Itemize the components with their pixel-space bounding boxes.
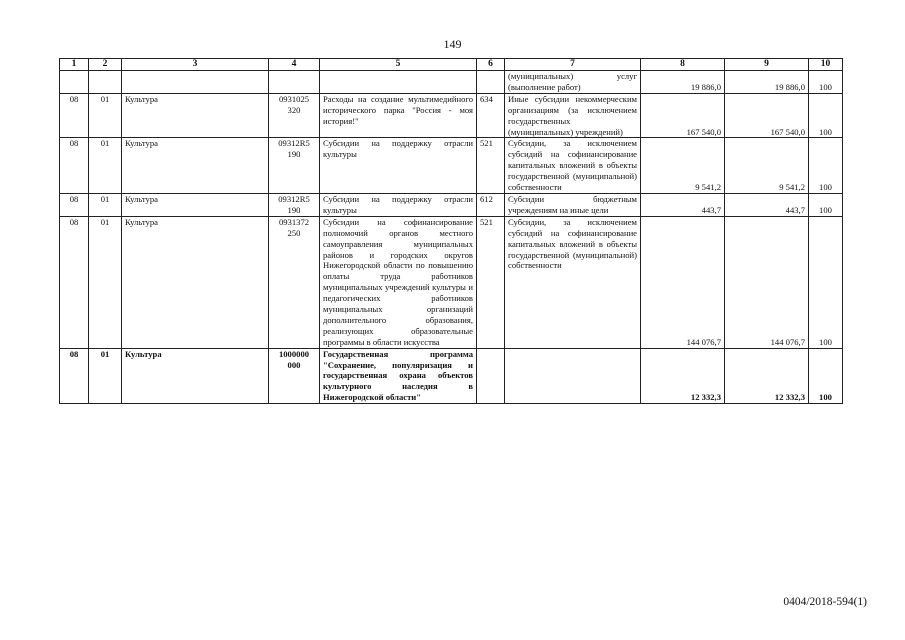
- header-cell: 3: [122, 59, 269, 71]
- table-body: [60, 93, 843, 403]
- cell-section: 08: [60, 93, 89, 138]
- cell-type-code: 612: [477, 193, 505, 216]
- cell-type-code: [477, 71, 505, 94]
- cell-amount2: 144 076,7: [725, 216, 809, 348]
- header-cell: 5: [320, 59, 477, 71]
- cell-type-code: 521: [477, 216, 505, 348]
- header-row: [60, 59, 843, 71]
- header-cell: 1: [60, 59, 89, 71]
- cell-name: [122, 71, 269, 94]
- header-cell: 4: [269, 59, 320, 71]
- cell-amount: 9 541,2: [641, 138, 725, 194]
- table-row: [60, 193, 843, 216]
- header-cell: 7: [505, 59, 641, 71]
- cell-type-desc: Субсидии, за исключением субсидий на софинансирование капитальных вложений в объекты государственной (муниципальной) собственности: [505, 216, 641, 348]
- table-row: [60, 138, 843, 194]
- cell-section: 08: [60, 138, 89, 194]
- cell-subsection: 01: [89, 93, 122, 138]
- cell-percent: 100: [809, 138, 843, 194]
- document-code: 0404/2018-594(1): [783, 596, 867, 608]
- cell-subsection: 01: [89, 216, 122, 348]
- header-cell: 9: [725, 59, 809, 71]
- header-cell: 10: [809, 59, 843, 71]
- page-number: 149: [443, 37, 462, 51]
- cell-code: 1000000 000: [269, 348, 320, 404]
- cell-name: Культура: [122, 348, 269, 404]
- cell-type-code: [477, 348, 505, 404]
- cell-amount: 144 076,7: [641, 216, 725, 348]
- cell-subsection: 01: [89, 348, 122, 404]
- cell-type-desc: [505, 348, 641, 404]
- cell-type-desc: Субсидии, за исключением субсидий на софинансирование капитальных вложений в объекты государственной (муниципальной) собственности: [505, 138, 641, 194]
- header-cell: 2: [89, 59, 122, 71]
- cell-purpose: Субсидии на поддержку отрасли культуры: [320, 193, 477, 216]
- budget-table: [59, 58, 843, 404]
- cell-amount: 12 332,3: [641, 348, 725, 404]
- cell-code: 09312R5 190: [269, 193, 320, 216]
- cell-purpose: Государственная программа "Сохранение, популяризация и государственная охрана объектов культурного наследия в Нижегородской области": [320, 348, 477, 404]
- cell-amount2: 19 886,0: [725, 71, 809, 94]
- cell-subsection: [89, 71, 122, 94]
- cell-type-desc: Иные субсидии некоммерческим организациям (за исключением государственных (муниципальных) учреждений): [505, 93, 641, 138]
- cell-percent: 100: [809, 71, 843, 94]
- table-row: [60, 216, 843, 348]
- table-row: [60, 348, 843, 404]
- cell-amount: 443,7: [641, 193, 725, 216]
- cell-purpose: Расходы на создание мультимедийного исторического парка "Россия - моя история!": [320, 93, 477, 138]
- table-row: [60, 93, 843, 138]
- cell-code: 0931025 320: [269, 93, 320, 138]
- cell-purpose: Субсидии на поддержку отрасли культуры: [320, 138, 477, 194]
- cell-amount2: 9 541,2: [725, 138, 809, 194]
- table-row-continuation: [60, 71, 843, 94]
- cell-section: 08: [60, 193, 89, 216]
- cell-name: Культура: [122, 93, 269, 138]
- cell-type-code: 634: [477, 93, 505, 138]
- cell-amount2: 12 332,3: [725, 348, 809, 404]
- cell-percent: 100: [809, 348, 843, 404]
- cell-code: [269, 71, 320, 94]
- cell-name: Культура: [122, 216, 269, 348]
- cell-name: Культура: [122, 138, 269, 194]
- cell-amount: 167 540,0: [641, 93, 725, 138]
- cell-section: 08: [60, 216, 89, 348]
- cell-subsection: 01: [89, 138, 122, 194]
- cell-percent: 100: [809, 93, 843, 138]
- header-cell: 6: [477, 59, 505, 71]
- cell-type-desc: (муниципальных) услуг (выполнение работ): [505, 71, 641, 94]
- cell-amount: 19 886,0: [641, 71, 725, 94]
- cell-type-desc: Субсидии бюджетным учреждениям на иные цели: [505, 193, 641, 216]
- cell-percent: 100: [809, 216, 843, 348]
- cell-purpose: Субсидии на софинансирование полномочий органов местного самоуправления муниципальных районов и городских округов Нижегородской области по повышению оплаты труда работников муниципальных учреждений культуры и педагогических работников муниципальных организаций дополнительного образования, реализующих образовательные программы в области искусства: [320, 216, 477, 348]
- cell-purpose: [320, 71, 477, 94]
- cell-section: 08: [60, 348, 89, 404]
- cell-name: Культура: [122, 193, 269, 216]
- cell-type-code: 521: [477, 138, 505, 194]
- cell-section: [60, 71, 89, 94]
- cell-subsection: 01: [89, 193, 122, 216]
- cell-amount2: 167 540,0: [725, 93, 809, 138]
- cell-amount2: 443,7: [725, 193, 809, 216]
- cell-percent: 100: [809, 193, 843, 216]
- header-cell: 8: [641, 59, 725, 71]
- cell-code: 09312R5 190: [269, 138, 320, 194]
- cell-code: 0931372 250: [269, 216, 320, 348]
